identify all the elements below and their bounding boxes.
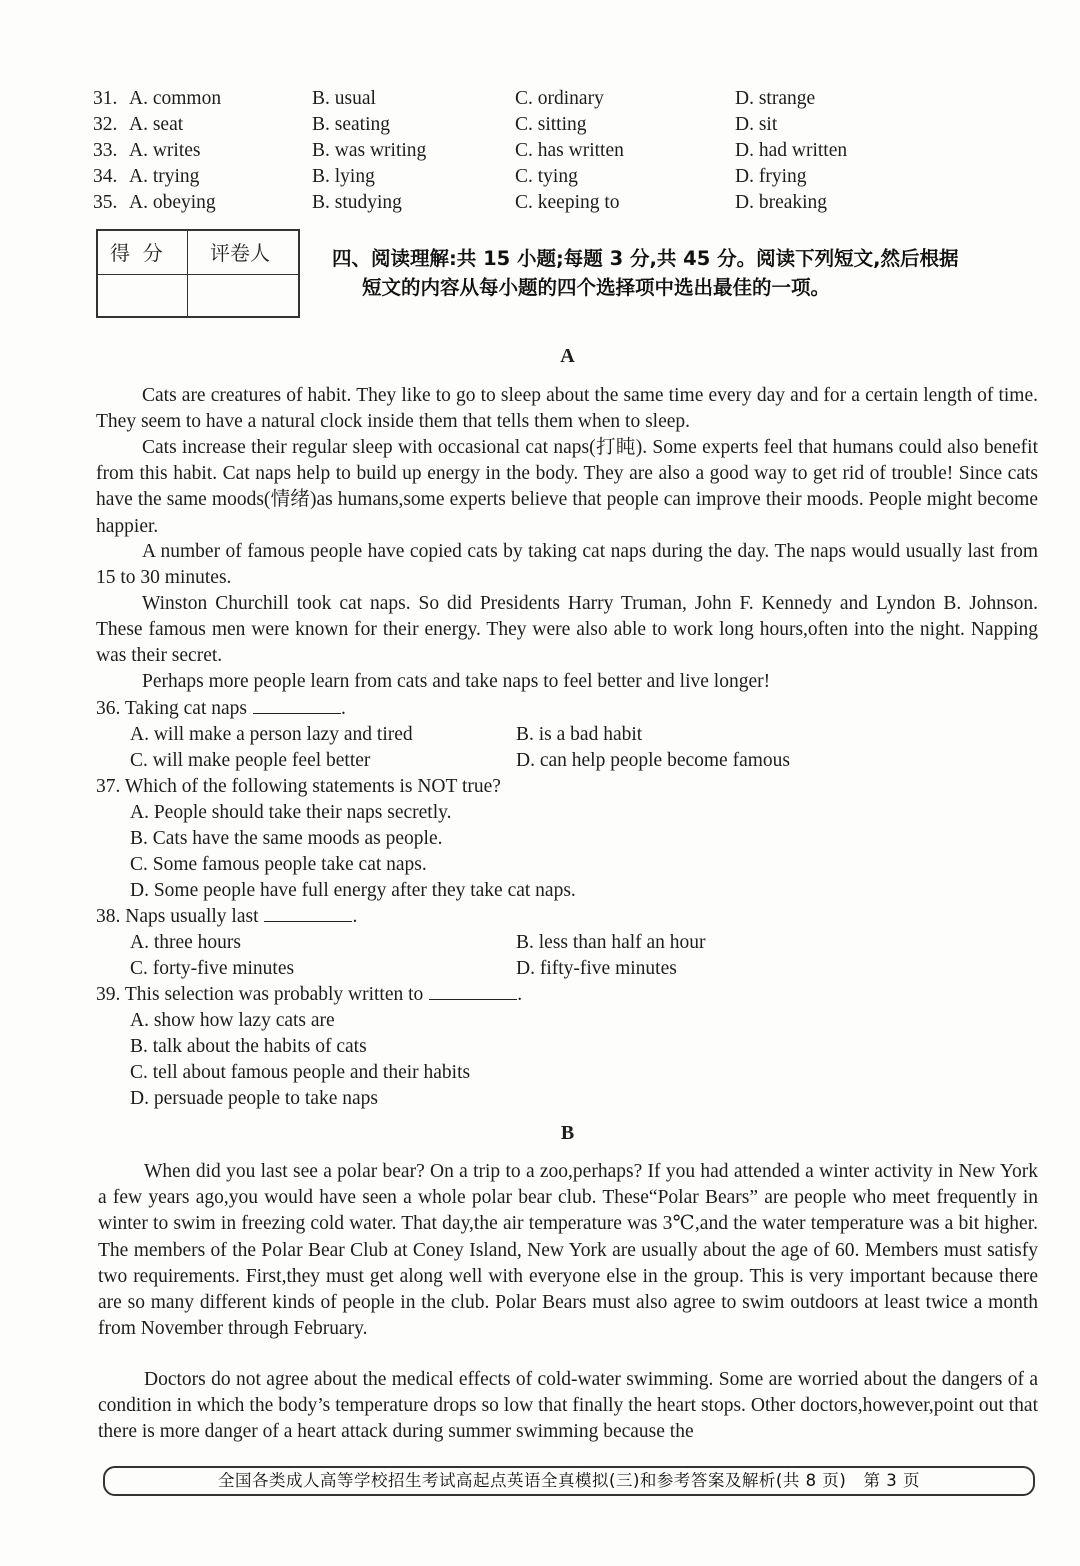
choice-36-d[interactable]: D. can help people become famous [516, 750, 790, 771]
question-stem: 36. Taking cat naps [96, 698, 247, 719]
cloze-row-35 [0, 192, 1080, 218]
cloze-row-33 [0, 140, 1080, 166]
option-num: 32. [93, 114, 118, 135]
choice-39-c[interactable]: C. tell about famous people and their habits [130, 1062, 471, 1083]
question-stem: 39. This selection was probably written to [96, 984, 424, 1005]
cloze-row-32 [0, 114, 1080, 140]
option-c: C. tying [515, 166, 578, 187]
choice-39-a[interactable]: A. show how lazy cats are [130, 1010, 335, 1031]
question-38 [96, 904, 357, 930]
choice-37-c[interactable]: C. Some famous people take cat naps. [130, 854, 427, 875]
option-d: D. strange [735, 88, 816, 109]
option-b: B. seating [312, 114, 390, 135]
choice-38-a[interactable]: A. three hours [130, 932, 242, 953]
answer-blank[interactable] [429, 983, 517, 1000]
choice-36-b[interactable]: B. is a bad habit [516, 724, 643, 745]
option-d: D. breaking [735, 192, 828, 213]
choice-38-c[interactable]: C. forty-five minutes [130, 958, 295, 979]
grader-input-cell[interactable] [189, 276, 298, 316]
passage-a-paragraph: Winston Churchill took cat naps. So did Presidents Harry Truman, John F. Kennedy and Lyndon B. Johnson. These famous men were known for their energy. They were also able to work long hours,often into the night. Napping was their secret. [96, 593, 1038, 667]
choice-37-d[interactable]: D. Some people have full energy after they take cat naps. [130, 880, 576, 901]
passage-a-paragraph: A number of famous people have copied cats by taking cat naps during the day. The naps would usually last from 15 to 30 minutes. [96, 541, 1038, 589]
option-a: A. writes [129, 140, 201, 161]
question-end: . [352, 906, 358, 927]
question-39 [96, 982, 522, 1008]
section-line-2: 短文的内容从每小题的四个选择项中选出最佳的一项。 [362, 276, 831, 299]
option-b: B. was writing [312, 140, 427, 161]
option-b: B. studying [312, 192, 402, 213]
divider [98, 274, 298, 275]
cloze-row-31 [0, 88, 1080, 114]
section-line-1: 四、阅读理解:共 15 小题;每题 3 分,共 45 分。阅读下列短文,然后根据 [332, 247, 959, 270]
choice-36-a[interactable]: A. will make a person lazy and tired [130, 724, 413, 745]
answer-blank[interactable] [264, 905, 352, 922]
option-c: C. keeping to [515, 192, 620, 213]
choice-39-b[interactable]: B. talk about the habits of cats [130, 1036, 367, 1057]
choice-36-c[interactable]: C. will make people feel better [130, 750, 371, 771]
question-end: . [341, 698, 346, 719]
passage-a-heading: A [560, 345, 575, 367]
question-36 [96, 696, 346, 722]
option-num: 35. [93, 192, 118, 213]
choice-38-b[interactable]: B. less than half an hour [516, 932, 706, 953]
choice-38-d[interactable]: D. fifty-five minutes [516, 958, 677, 979]
option-c: C. ordinary [515, 88, 604, 109]
option-a: A. common [129, 88, 222, 109]
choice-37-a[interactable]: A. People should take their naps secretly. [130, 802, 452, 823]
score-label: 得 分 [110, 241, 163, 265]
score-table [96, 229, 300, 318]
option-b: B. usual [312, 88, 376, 109]
passage-a-paragraph: Cats increase their regular sleep with occasional cat naps(打盹). Some experts feel that humans could also benefit from this habit. Cat naps help to build up energy in the body. They are also a good way to get rid of trouble! Since cats have the same moods(情绪)as humans,some experts believe that people can improve their moods. People might become happier. [96, 437, 1038, 537]
option-d: D. had written [735, 140, 848, 161]
option-b: B. lying [312, 166, 375, 187]
answer-blank[interactable] [253, 697, 341, 714]
score-input-cell[interactable] [98, 276, 186, 316]
option-num: 33. [93, 140, 118, 161]
option-d: D. sit [735, 114, 778, 135]
option-num: 34. [93, 166, 118, 187]
question-37 [96, 774, 501, 800]
choice-39-d[interactable]: D. persuade people to take naps [130, 1088, 378, 1109]
passage-b-paragraph: Doctors do not agree about the medical effects of cold-water swimming. Some are worried about the dangers of a condition in which the body’s temperature drops so low that finally the heart stops. Other doctors,however,point out that there is more danger of a heart attack during summer swimming because the [98, 1369, 1038, 1443]
footer-text: 全国各类成人高等学校招生考试高起点英语全真模拟(三)和参考答案及解析(共 8 页) 第 3 页 [218, 1471, 920, 1490]
question-end: . [517, 984, 523, 1005]
option-c: C. sitting [515, 114, 587, 135]
option-a: A. trying [129, 166, 200, 187]
question-stem: 37. Which of the following statements is NOT true? [96, 776, 501, 797]
page-footer [103, 1466, 1035, 1496]
passage-a-paragraph: Perhaps more people learn from cats and take naps to feel better and live longer! [142, 671, 771, 692]
option-c: C. has written [515, 140, 624, 161]
option-num: 31. [93, 88, 118, 109]
question-stem: 38. Naps usually last [96, 906, 259, 927]
passage-b-paragraph: When did you last see a polar bear? On a trip to a zoo,perhaps? If you had attended a winter activity in New York a few years ago,you would have seen a whole polar bear club. These“Polar Bears” are people who meet frequently in winter to swim in freezing cold water. That day,the air temperature was 3℃,and the water temperature was a bit higher. The members of the Polar Bear Club at Coney Island, New York are usually about the age of 60. Members must satisfy two requirements. First,they must get along well with everyone else in the group. This is very important because there are so many different kinds of people in the club. Polar Bears must also agree to swim outdoors at least twice a month from November through February. [98, 1161, 1038, 1340]
passage-b-heading: B [560, 1122, 575, 1144]
grader-label: 评卷人 [210, 241, 270, 265]
cloze-row-34 [0, 166, 1080, 192]
section-instructions [332, 244, 1032, 302]
choice-37-b[interactable]: B. Cats have the same moods as people. [130, 828, 443, 849]
passage-a-paragraph: Cats are creatures of habit. They like to go to sleep about the same time every day and for a certain length of time. They seem to have a natural clock inside them that tells them when to sleep. [96, 385, 1038, 433]
option-d: D. frying [735, 166, 807, 187]
option-a: A. obeying [129, 192, 216, 213]
option-a: A. seat [129, 114, 184, 135]
